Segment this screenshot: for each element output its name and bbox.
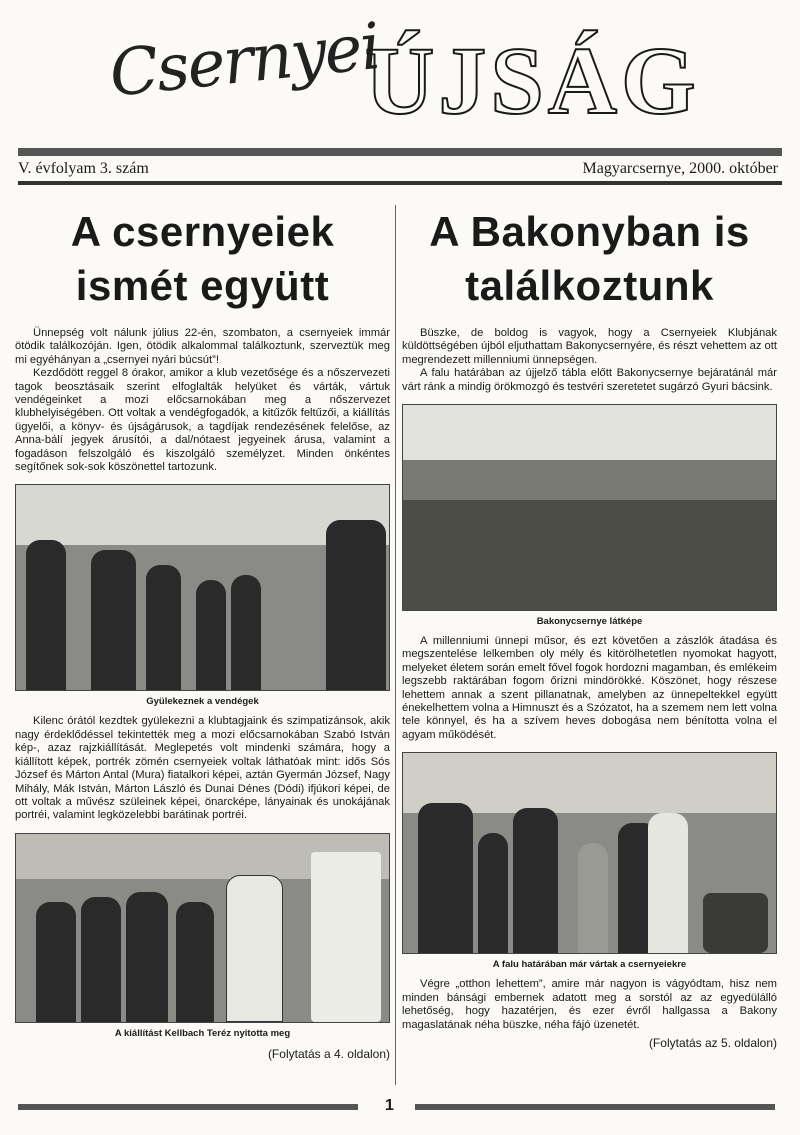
masthead-block-title: ÚJSÁG — [365, 27, 700, 134]
left-continued-note: (Folytatás a 4. oldalon) — [267, 1046, 390, 1061]
right-paragraph-4: Végre „otthon lehettem”, amire már nagyon is vágyódtam, hisz nem minden bánsági embernek adatott meg a sorstól az az egyedülálló lehetőség, hogy hazatérjen, és ezer évről hallgassa a Bakony magaslatának néha büszke, néha fájó üzenetét. — [402, 978, 777, 1031]
exhibition-opening-caption: A kiállítást Kellbach Teréz nyitotta meg — [114, 1027, 291, 1039]
bakonycsernye-landscape-caption: Bakonycsernye látképe — [536, 616, 643, 628]
guests-gathering-caption: Gyülekeznek a vendégek — [146, 696, 259, 708]
issue-volume: V. évfolyam 3. szám — [18, 160, 149, 177]
right-paragraph-2: A falu határában az újjelző tábla előtt Bakonycsernye bejáratánál már várt ránk a mindig örökmozgó és testvéri szeretetet sugárzó Gyuri bácsink. — [402, 367, 777, 393]
right-paragraph-1: Büszke, de boldog is vagyok, hogy a Csernyeiek Klubjának küldöttségében újból eljuthattam Bakonycsernyére, és részt vehettem az ott megrendezett millenniumi ünnepségen. — [402, 327, 777, 366]
masthead — [0, 0, 800, 150]
left-paragraph-2: Kezdődött reggel 8 órakor, amikor a klub vezetősége és a nőszervezeti tagok beosztásaik szerint elfoglalták helyüket és várták, vártuk vendégeinket a mozi előcsarnokában meg a nőszervezet klubhelyiségében. Ott voltak a vendégfogadók, a kitűzők feltűzői, a kiállítás ügyelői, a könyv- és újságárusok, a tagdíjak rendezésének felelőse, az Anna-bálí jegyek árusítói, a dal/nótaest jegyeinek árusa, valamint a fogadáson felszolgáló és kiszolgáló személyzet. Minden önkéntes segítőnek sok-sok köszönettel tartozunk. — [15, 367, 390, 474]
header-rule — [18, 181, 782, 185]
right-paragraph-3: A millenniumi ünnepi műsor, és ezt követően a zászlók átadása és megszentelése lelkemben oly mély és kitörölhetetlen nyomokat hagyott, melyeket életem során emelt fővel fogok hordozni magamban, és emlékeim legszebb raktárában fogom őrizni mindörökké. Köszönet, hogy részese lehettem annak a szent pillanatnak, amelyben az ünnepeltekkel együtt énekelhettem volna a Himnuszt és a Szózatot, ha a szemem nem lett volna tele könnyel, és ha a szívem heves dobogása nem bénította volna el agyam működését. — [402, 635, 777, 741]
guests-gathering-photo — [15, 484, 390, 691]
page-number: 1 — [385, 1097, 394, 1114]
left-paragraph-3: Kilenc órától kezdtek gyülekezni a klubtagjaink és szimpatizánsok, akik nagy érdeklődéssel tekintették meg a mozi előcsarnokában Szabó István kép-, azaz rajzkiállítását. Meglepetés volt mindenki számára, hogy a kiállított képek, portrék zömén csernyeiek voltak láthatóak mint: idős Sós József és Márton Antal (Mura) fiatalkori képei, aztán Gyermán József, Nagy Mihály, Mák István, Márton László és Dunai Dénes (Dódi) ifjúkori képei, de ott voltak a művész szüleinek képei, önarcképe, lányainak és unokájának portréi, valamint legközelebbi barátinak portréi. — [15, 715, 390, 822]
footer-rule-right — [415, 1104, 775, 1110]
exhibition-opening-photo — [15, 833, 390, 1023]
left-article — [15, 195, 390, 1061]
top-rule — [18, 148, 782, 156]
footer-rule-left — [18, 1104, 358, 1110]
issue-place-date: Magyarcsernye, 2000. október — [582, 160, 778, 177]
left-paragraph-1: Ünnepség volt nálunk július 22-én, szombaton, a csernyeiek immár ötödik találkozóján. Igen, ötödik alkalommal találkoztunk, szerveztük meg mi egyéhányan a „csernyei nyári búcsút”! — [15, 327, 390, 366]
masthead-script-title: Csernyei — [106, 9, 383, 112]
village-welcome-photo — [402, 752, 777, 954]
village-welcome-caption: A falu határában már vártak a csernyeiekre — [492, 959, 687, 971]
left-headline: A csernyeiek ismét együtt — [70, 208, 335, 309]
right-headline: A Bakonyban is találkoztunk — [429, 208, 750, 309]
bakonycsernye-landscape-photo — [402, 404, 777, 611]
column-divider — [395, 205, 396, 1085]
right-continued-note: (Folytatás az 5. oldalon) — [648, 1035, 777, 1050]
right-article — [402, 195, 777, 1050]
